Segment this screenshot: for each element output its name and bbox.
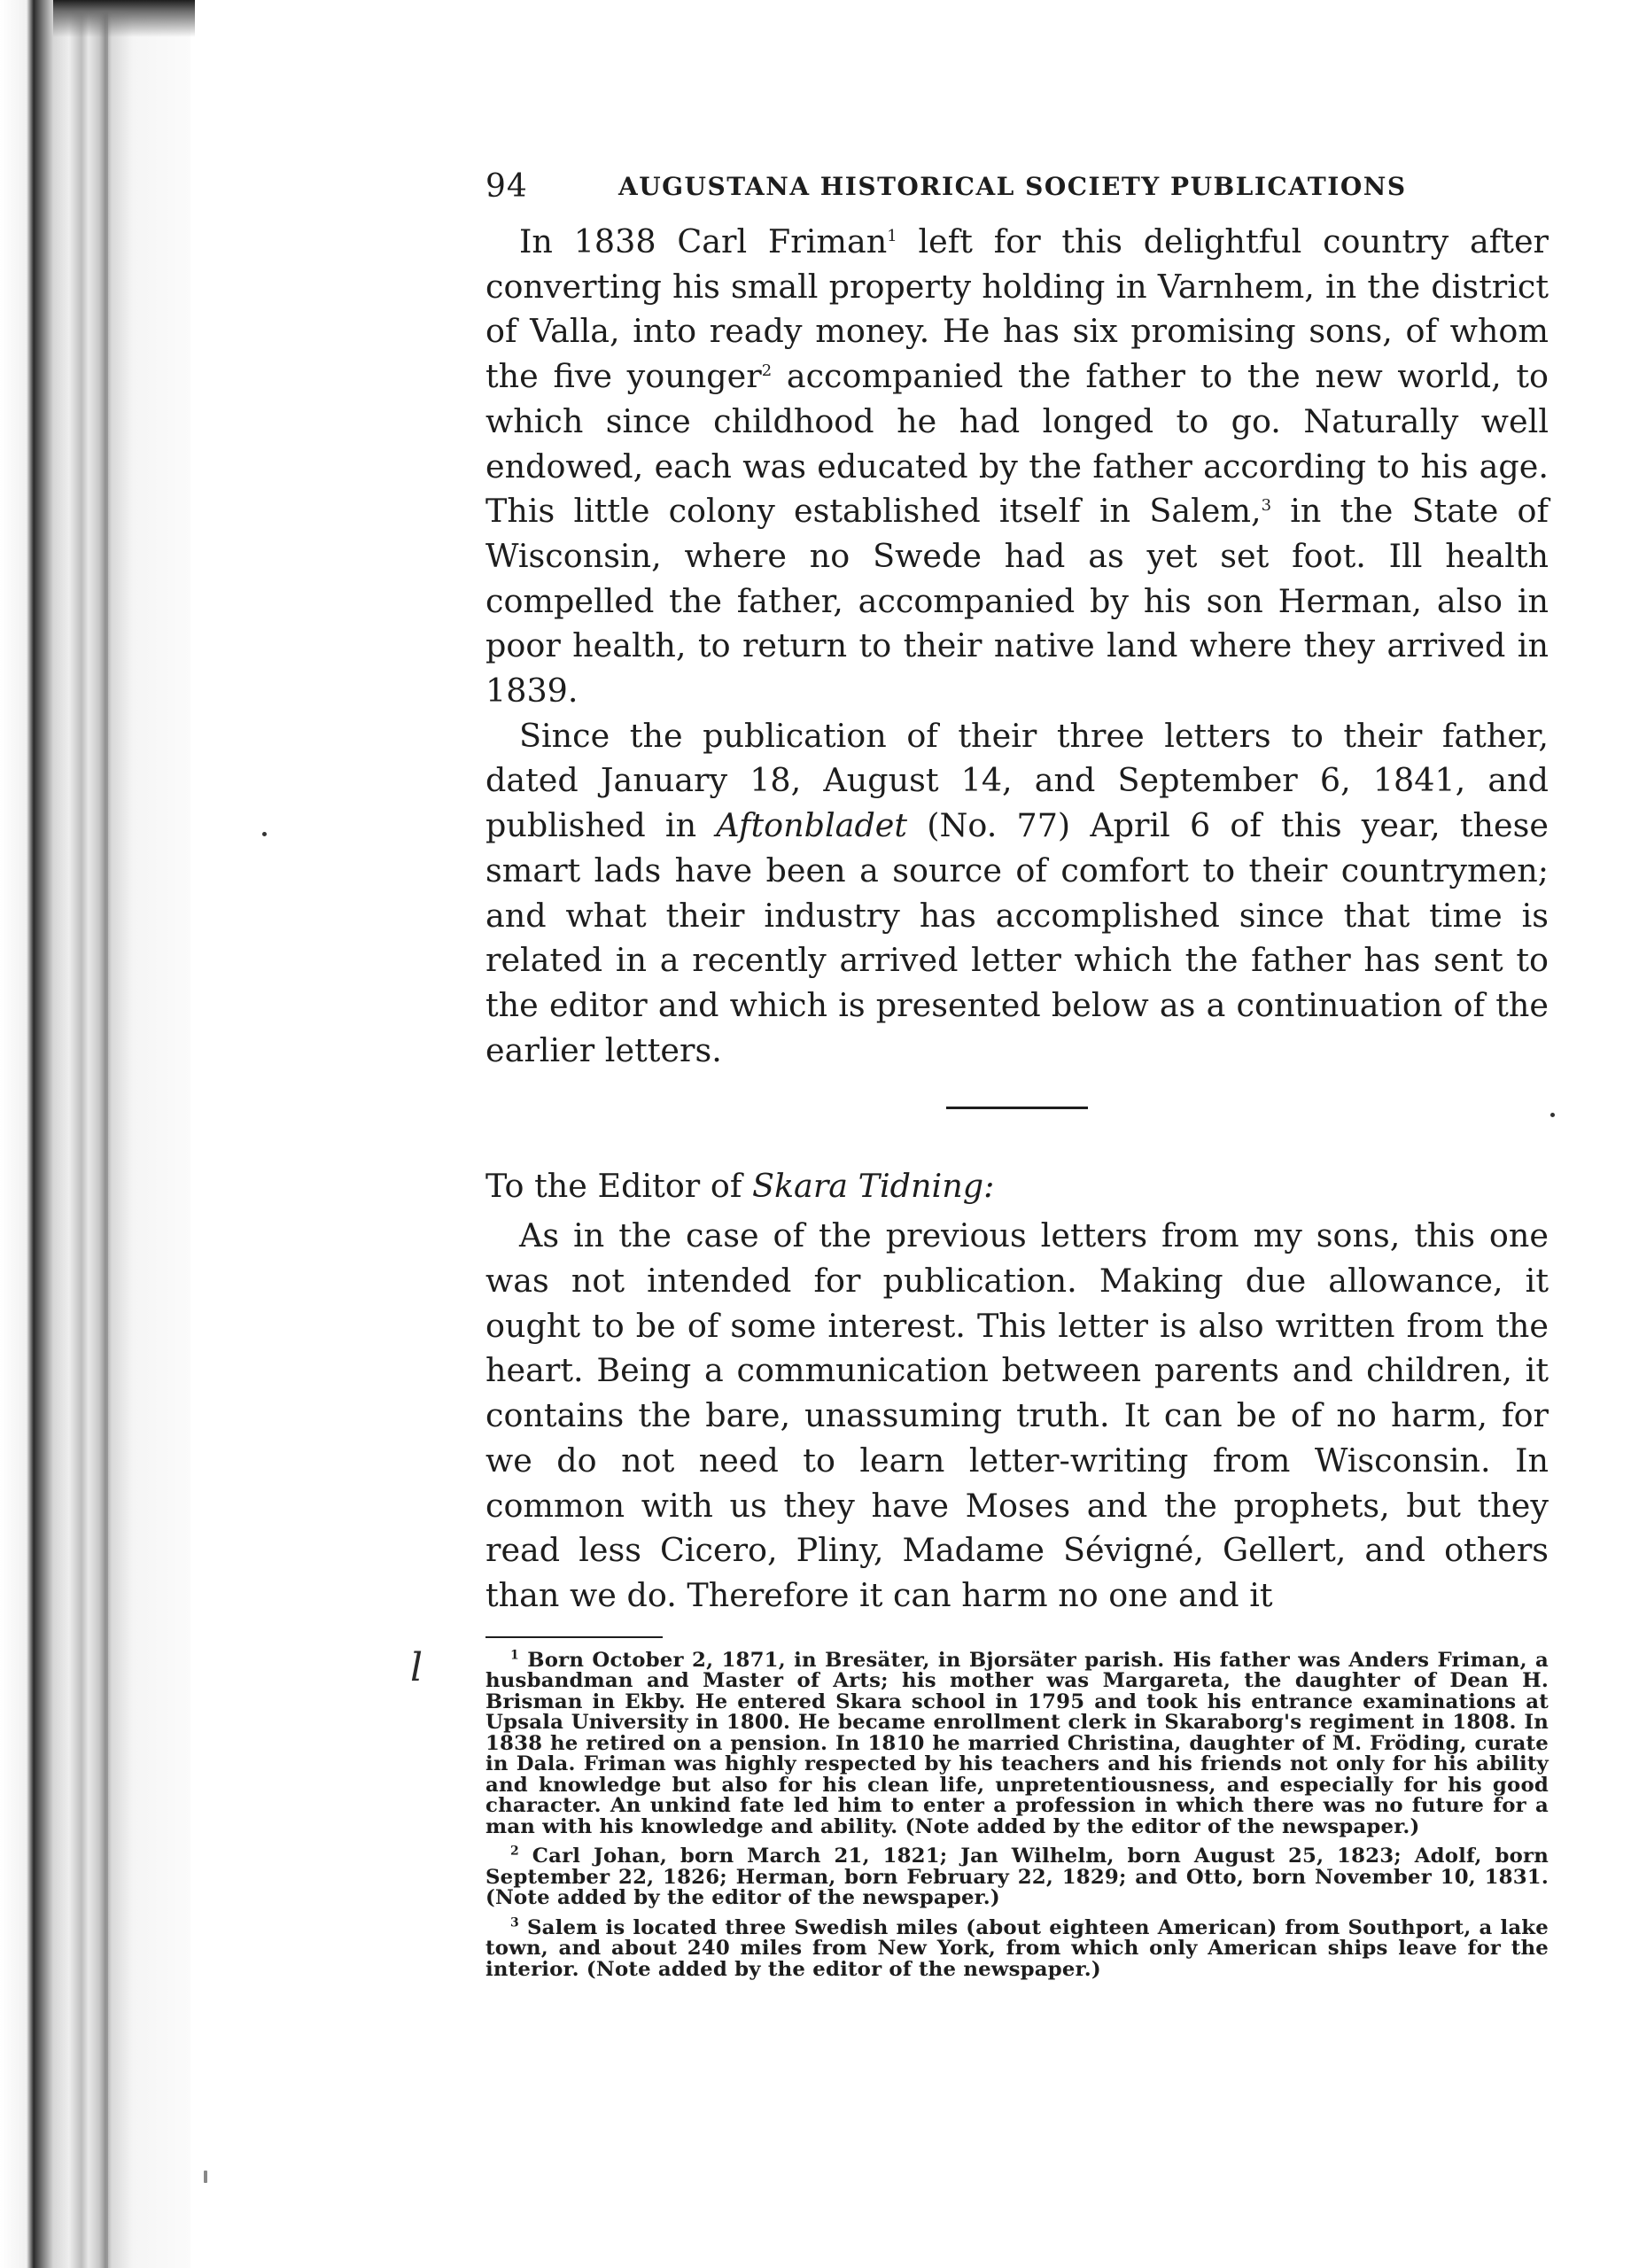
footnote-divider bbox=[485, 1636, 663, 1638]
footnote-marker: 1 bbox=[510, 1648, 519, 1663]
scan-speck bbox=[1550, 1113, 1555, 1117]
running-title: AUGUSTANA HISTORICAL SOCIETY PUBLICATIONS bbox=[618, 172, 1407, 201]
book-page bbox=[485, 168, 1549, 1989]
scan-shadow bbox=[53, 0, 195, 37]
gutter-page-edge bbox=[105, 0, 108, 2268]
text-run: To the Editor of bbox=[485, 1167, 752, 1206]
footnote-marker: 2 bbox=[510, 1844, 519, 1859]
newspaper-title: Skara Tidning: bbox=[751, 1167, 995, 1206]
book-gutter bbox=[0, 0, 190, 2268]
footnote-text: Salem is located three Swedish miles (about eighteen American) from Southport, a lake town, and about 240 miles from New York, from which only American ships leave for the interior. (Note added by the editor of the newspaper.) bbox=[485, 1915, 1549, 1981]
scan-speck bbox=[262, 832, 267, 836]
footnote-ref-1[interactable]: 1 bbox=[887, 226, 897, 245]
footnote-ref-2[interactable]: 2 bbox=[761, 361, 773, 380]
intro-paragraph-1 bbox=[485, 220, 1549, 714]
text-run: in the State of Wisconsin, where no Swede had as yet set foot. Ill health compelled the father, accompanied by his son Herman, also in poor health, to return to their native land where they arrived in 1839. bbox=[485, 492, 1549, 711]
footnote-ref-3[interactable]: 3 bbox=[1261, 496, 1272, 516]
intro-paragraph-2 bbox=[485, 714, 1549, 1074]
footnote-3 bbox=[485, 1915, 1549, 1981]
letter-paragraph: As in the case of the previous letters from my sons, this one was not intended for publication. Making due allowance, it ought to be of some interest. This letter is also written from the heart. Being a communication between parents and children, it contains the bare, unassuming truth. It can be of no harm, for we do not need to learn letter-writing from Wisconsin. In common with us they have Moses and the prophets, but they read less Cicero, Pliny, Madame Sévigné, Gellert, and others than we do. Therefore it can harm no one and it bbox=[485, 1216, 1549, 1614]
footnote-text: Born October 2, 1871, in Bresäter, in Bjorsäter parish. His father was Anders Friman, a husbandman and Master of Arts; his mother was Margareta, the daughter of Dean H. Brisman in Ekby. He entered Skara school in 1795 and took his entrance examinations at Upsala University in 1800. He became enrollment clerk in Skaraborg's regiment in 1808. In 1838 he retired on a pension. In 1810 he married Christina, daughter of M. Fröding, curate in Dala. Friman was highly respected by his teachers and his friends not only for his ability and knowledge but also for his clean life, unpretentiousness, and especially for his good character. An unkind fate led him to enter a profession in which there was no future for a man with his knowledge and ability. (Note added by the editor of the newspaper.) bbox=[485, 1648, 1549, 1838]
newspaper-title: Aftonbladet bbox=[716, 806, 908, 845]
margin-annotation: l bbox=[410, 1645, 423, 1690]
footnote-marker: 3 bbox=[510, 1915, 519, 1930]
section-divider bbox=[946, 1107, 1088, 1109]
text-run: accompanied the father to the new world, to which since childhood he had longed to go. Naturally well endowed, each was educated by the father according to his age. This little colony established itself in Salem, bbox=[485, 357, 1549, 531]
text-run: left for this delightful country after converting his small property holding in Varnhem, in the district of Valla, into ready money. He has six promising sons, of whom the five younger bbox=[485, 222, 1549, 396]
text-run: Since the publication of their three letters to their father, dated January 18, August 14, and September 6, 1841, and published in bbox=[485, 716, 1549, 845]
footnote-text: Carl Johan, born March 21, 1821; Jan Wilhelm, born August 25, 1823; Adolf, born September 22, 1826; Herman, born February 22, 1829; and Otto, born November 10, 1831. (Note added by the editor of the newspaper.) bbox=[485, 1845, 1549, 1910]
text-run: In 1838 Carl Friman bbox=[519, 222, 888, 260]
page-number: 94 bbox=[485, 168, 528, 205]
footnote-2 bbox=[485, 1846, 1549, 1909]
footnotes bbox=[485, 1648, 1549, 1981]
footnote-1 bbox=[485, 1648, 1549, 1838]
running-head bbox=[485, 168, 1549, 207]
text-run: (No. 77) April 6 of this year, these smart lads have been a source of comfort to their countrymen; and what their industry has accomplished since that time is related in a recently arrived letter which the father has sent to the editor and which is presented below as a continuation of the earlier letters. bbox=[485, 806, 1549, 1069]
letter-salutation bbox=[485, 1164, 1549, 1208]
scan-speck bbox=[204, 2171, 207, 2183]
